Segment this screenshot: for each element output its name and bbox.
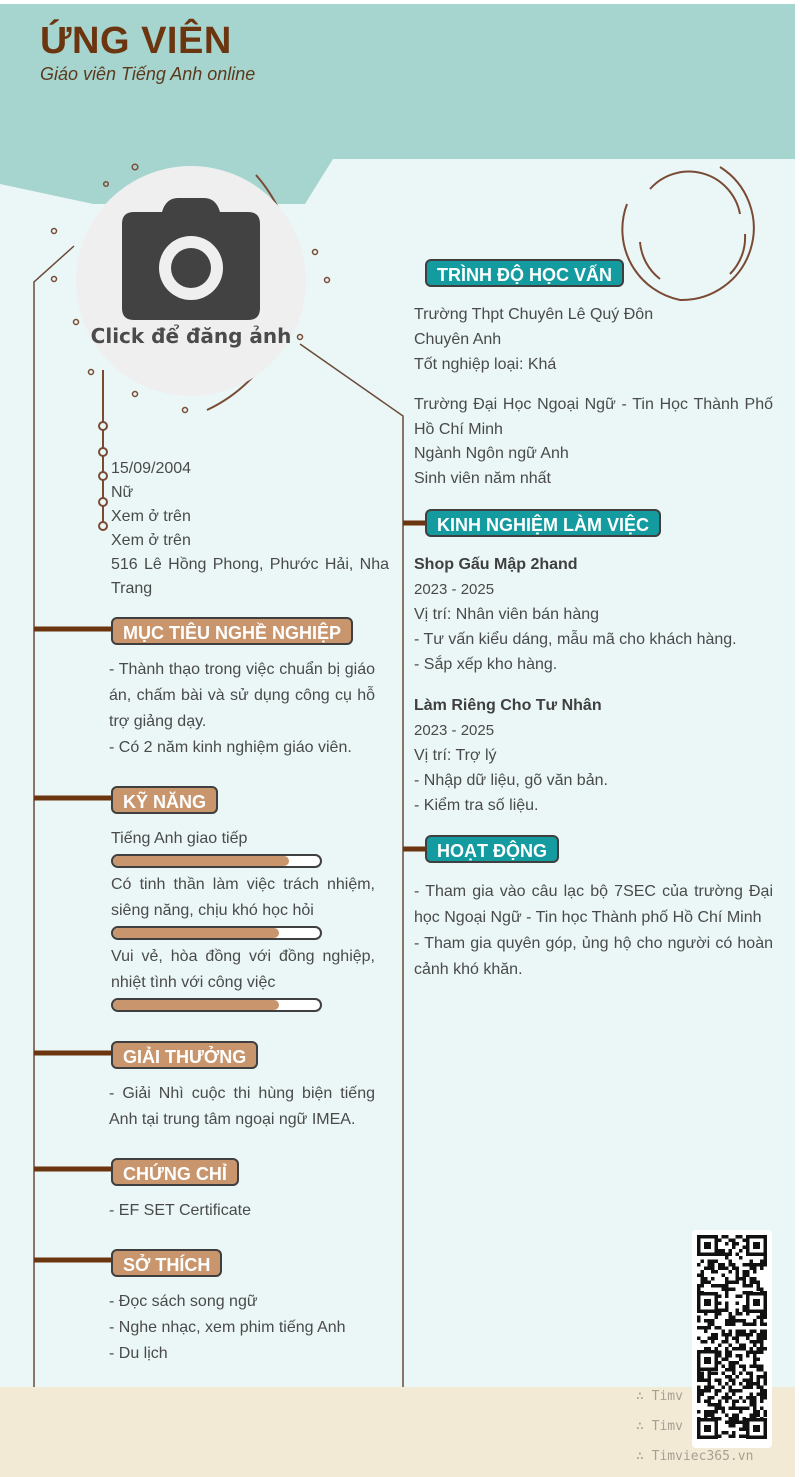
skill-item — [111, 944, 375, 1012]
skill-item — [111, 826, 375, 868]
section-title-experience: KINH NGHIỆM LÀM VIỆC — [425, 509, 661, 537]
education-item — [414, 393, 773, 491]
activity-line: - Tham gia quyên góp, ủng hộ cho người có hoàn cảnh khó khăn. — [414, 935, 773, 978]
school-name: Trường Thpt Chuyên Lê Quý Đôn — [414, 306, 654, 323]
avatar-upload-label: Click để đăng ảnh — [90, 324, 292, 348]
experience-item — [414, 693, 773, 818]
work-task: - Tư vấn kiểu dáng, mẫu mã cho khách hàng. — [414, 631, 737, 648]
objective-line: - Thành thạo trong việc chuẩn bị giáo án, chấm bài và sử dụng công cụ hỗ trợ giảng dạy. — [109, 661, 375, 730]
work-task: - Nhập dữ liệu, gõ văn bản. — [414, 772, 608, 789]
work-period: 2023 - 2025 — [414, 581, 495, 598]
hobbies-text — [109, 1289, 375, 1367]
skill-name: Có tinh thần làm việc trách nhiệm, siêng năng, chịu khó học hỏi — [111, 876, 375, 919]
education-result: Sinh viên năm nhất — [414, 469, 551, 487]
skill-bar-fill — [113, 1000, 279, 1010]
qr-code — [692, 1230, 772, 1448]
skill-item — [111, 872, 375, 940]
phone: Xem ở trên — [111, 508, 191, 525]
birthday: 15/09/2004 — [111, 460, 192, 477]
gender: Nữ — [111, 484, 134, 501]
awards-text — [109, 1081, 375, 1133]
candidate-name: ỨNG VIÊN — [40, 20, 232, 62]
email: Xem ở trên — [111, 532, 191, 549]
skill-bar-fill — [113, 856, 289, 866]
objective-text — [109, 657, 375, 761]
personal-info — [111, 457, 389, 601]
watermark-line: ∴ Timviec365.vn — [636, 1449, 754, 1464]
work-position: Vị trí: Trợ lý — [414, 747, 497, 764]
company-name: Shop Gấu Mập 2hand — [414, 556, 578, 573]
work-task: - Kiểm tra số liệu. — [414, 797, 539, 814]
education-item — [414, 302, 773, 377]
watermark-line: ∴ Timv — [636, 1419, 683, 1434]
section-title-certificates: CHỨNG CHỈ — [111, 1158, 239, 1186]
experience-item — [414, 552, 773, 677]
hobby-line: - Du lịch — [109, 1345, 168, 1362]
section-title-education: TRÌNH ĐỘ HỌC VẤN — [425, 259, 624, 287]
address: 516 Lê Hồng Phong, Phước Hải, Nha Trang — [111, 556, 389, 597]
hobby-line: - Đọc sách song ngữ — [109, 1293, 258, 1310]
school-name: Trường Đại Học Ngoại Ngữ - Tin Học Thành Phố Hồ Chí Minh — [414, 396, 773, 438]
company-name: Làm Riêng Cho Tư Nhân — [414, 697, 602, 714]
work-position: Vị trí: Nhân viên bán hàng — [414, 606, 600, 623]
avatar-upload[interactable] — [76, 166, 306, 396]
skill-bar — [111, 926, 322, 940]
section-title-activities: HOẠT ĐỘNG — [425, 835, 559, 863]
education-result: Tốt nghiệp loại: Khá — [414, 356, 557, 373]
certificates-text — [109, 1198, 375, 1224]
skill-name: Tiếng Anh giao tiếp — [111, 830, 248, 847]
certificate-line: - EF SET Certificate — [109, 1202, 251, 1219]
work-period: 2023 - 2025 — [414, 722, 495, 739]
objective-line: - Có 2 năm kinh nghiệm giáo viên. — [109, 739, 352, 756]
section-title-hobbies: SỞ THÍCH — [111, 1249, 222, 1277]
activity-line: - Tham gia vào câu lạc bộ 7SEC của trường Đại học Ngoại Ngữ - Tin học Thành phố Hồ Chí Minh — [414, 883, 773, 926]
job-title: Giáo viên Tiếng Anh online — [40, 64, 256, 84]
activities-text — [414, 879, 773, 983]
section-title-skills: KỸ NĂNG — [111, 786, 218, 814]
section-title-awards: GIẢI THƯỞNG — [111, 1041, 258, 1069]
skill-bar — [111, 854, 322, 868]
major: Chuyên Anh — [414, 331, 502, 348]
hobby-line: - Nghe nhạc, xem phim tiếng Anh — [109, 1319, 346, 1336]
qr-code-pattern — [692, 1230, 772, 1448]
award-line: - Giải Nhì cuộc thi hùng biện tiếng Anh tại trung tâm ngoại ngữ IMEA. — [109, 1085, 375, 1128]
camera-icon — [122, 198, 260, 320]
watermark-line: ∴ Timv — [636, 1389, 683, 1404]
work-task: - Sắp xếp kho hàng. — [414, 656, 558, 673]
section-title-objective: MỤC TIÊU NGHỀ NGHIỆP — [111, 617, 353, 645]
major: Ngành Ngôn ngữ Anh — [414, 445, 569, 462]
skill-bar-fill — [113, 928, 279, 938]
skill-bar — [111, 998, 322, 1012]
cv-page — [0, 4, 795, 1477]
skill-name: Vui vẻ, hòa đồng với đồng nghiệp, nhiệt tình với công việc — [111, 948, 375, 991]
